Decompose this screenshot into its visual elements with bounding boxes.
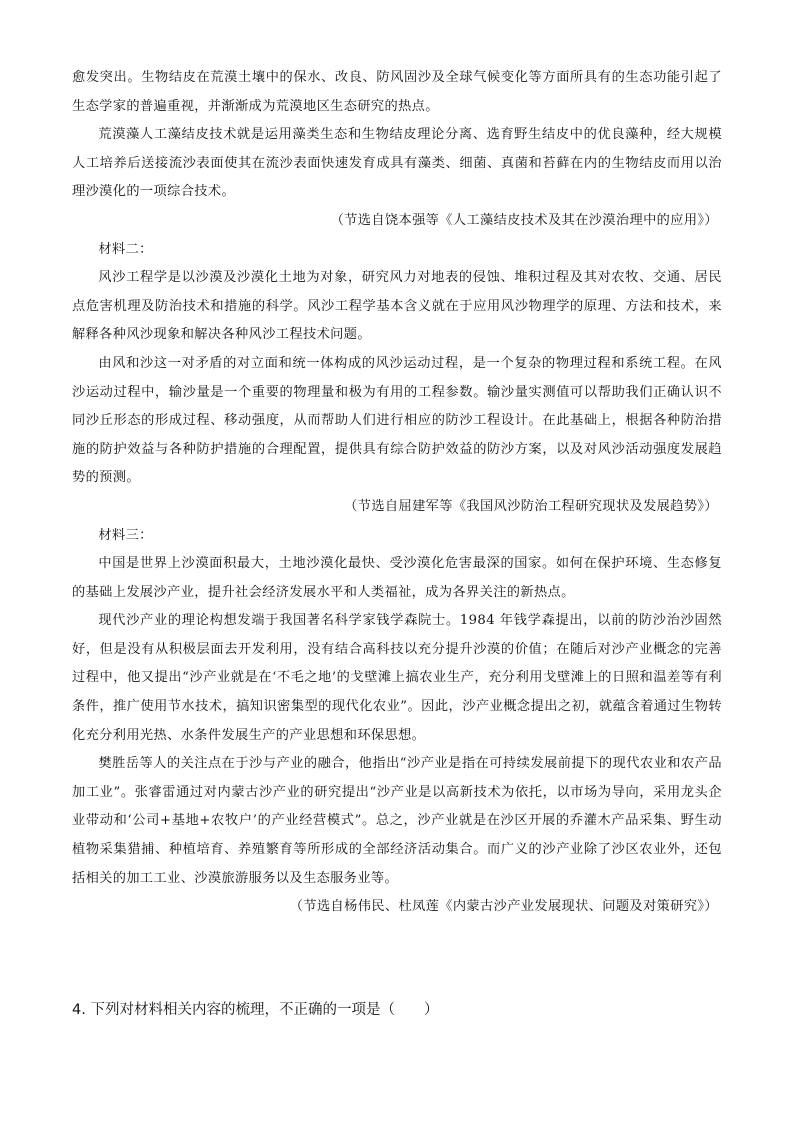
source-citation: （节选自杨伟民、杜凤莲《内蒙古沙产业发展现状、问题及对策研究》） (289, 899, 718, 915)
paragraph: 樊胜岳等人的关注点在于沙与产业的融合，他指出“沙产业是指在可持续发展前提下的现代农业和农产品加工业”。张睿雷通过对内蒙古沙产业的研究提出“沙产业是以高新技术为依托，以市场为导向，采用龙头企业带动和‘公司+基地+农牧户’的产业经营模式”。总之，沙产业就是在沙区开展的乔灌木产品采集、野生动植物采集猎捕、种植培育、养殖繁育等所形成的全部经济活动集合。而广义的沙产业除了沙区农业外，还包括相关的加工工业、沙漠旅游服务以及生态服务业等。 (72, 756, 722, 886)
paragraph: 荒漠藻人工藻结皮技术就是运用藻类生态和生物结皮理论分离、选育野生结皮中的优良藻种，经大规模人工培养后送接流沙表面使其在流沙表面快速发育成具有藻类、细菌、真菌和苔藓在内的生物结皮而用以治理沙漠化的一项综合技术。 (72, 127, 722, 200)
paragraph: 中国是世界上沙漠面积最大，土地沙漠化最快、受沙漠化危害最深的国家。如何在保护环境、生态修复的基础上发展沙产业，提升社会经济发展水平和人类福祉，成为各界关注的新热点。 (72, 556, 722, 600)
source-citation: （节选自屈建军等《我国风沙防治工程研究现状及发展趋势》） (344, 498, 718, 514)
paragraph: 现代沙产业的理论构想发端于我国著名科学家钱学森院士。1984 年钱学森提出，以前的防沙治沙固然好，但是没有从积极层面去开发利用，没有结合高科技以充分提升沙漠的价值；在随后对沙产业概念的完善过程中，他又提出“沙产业就是在‘不毛之地’的戈壁滩上搞农业生产，充分利用戈壁滩上的日照和温差等有利条件，推广使用节水技术，搞知识密集型的现代化农业”。因此，沙产业概念提出之初，就蕴含着通过生物转化充分利用光热、水条件发展生产的产业思想和环保思想。 (72, 613, 722, 743)
question-stem: 4. 下列对材料相关内容的梳理，不正确的一项是（ ） (72, 1002, 439, 1018)
paragraph: 风沙工程学是以沙漠及沙漠化土地为对象，研究风力对地表的侵蚀、堆积过程及其对农牧、交通、居民点危害机理及防治技术和措施的科学。风沙工程学基本含义就在于应用风沙物理学的原理、方法和技术，来解释各种风沙现象和解决各种风沙工程技术问题。 (72, 270, 722, 343)
paragraph: 由风和沙这一对矛盾的对立面和统一体构成的风沙运动过程，是一个复杂的物理过程和系统工程。在风沙运动过程中，输沙量是一个重要的物理量和极为有用的工程参数。输沙量实测值可以帮助我们正确认识不同沙丘形态的形成过程、移动强度，从而帮助人们进行相应的防沙工程设计。在此基础上，根据各种防治措施的防护效益与各种防护措施的合理配置，提供具有综合防护效益的防沙方案，以及对风沙活动强度发展趋势的预测。 (72, 355, 722, 486)
material-label: 材料二： (98, 241, 153, 257)
article-body (72, 64, 722, 922)
material-label: 材料三： (98, 527, 153, 543)
paragraph: 愈发突出。生物结皮在荒漠土壤中的保水、改良、防风固沙及全球气候变化等方面所具有的生态功能引起了生态学家的普遍重视，并渐渐成为荒漠地区生态研究的热点。 (72, 70, 722, 114)
source-citation: （节选自饶本强等《人工藻结皮技术及其在沙漠治理中的应用》） (330, 212, 718, 228)
